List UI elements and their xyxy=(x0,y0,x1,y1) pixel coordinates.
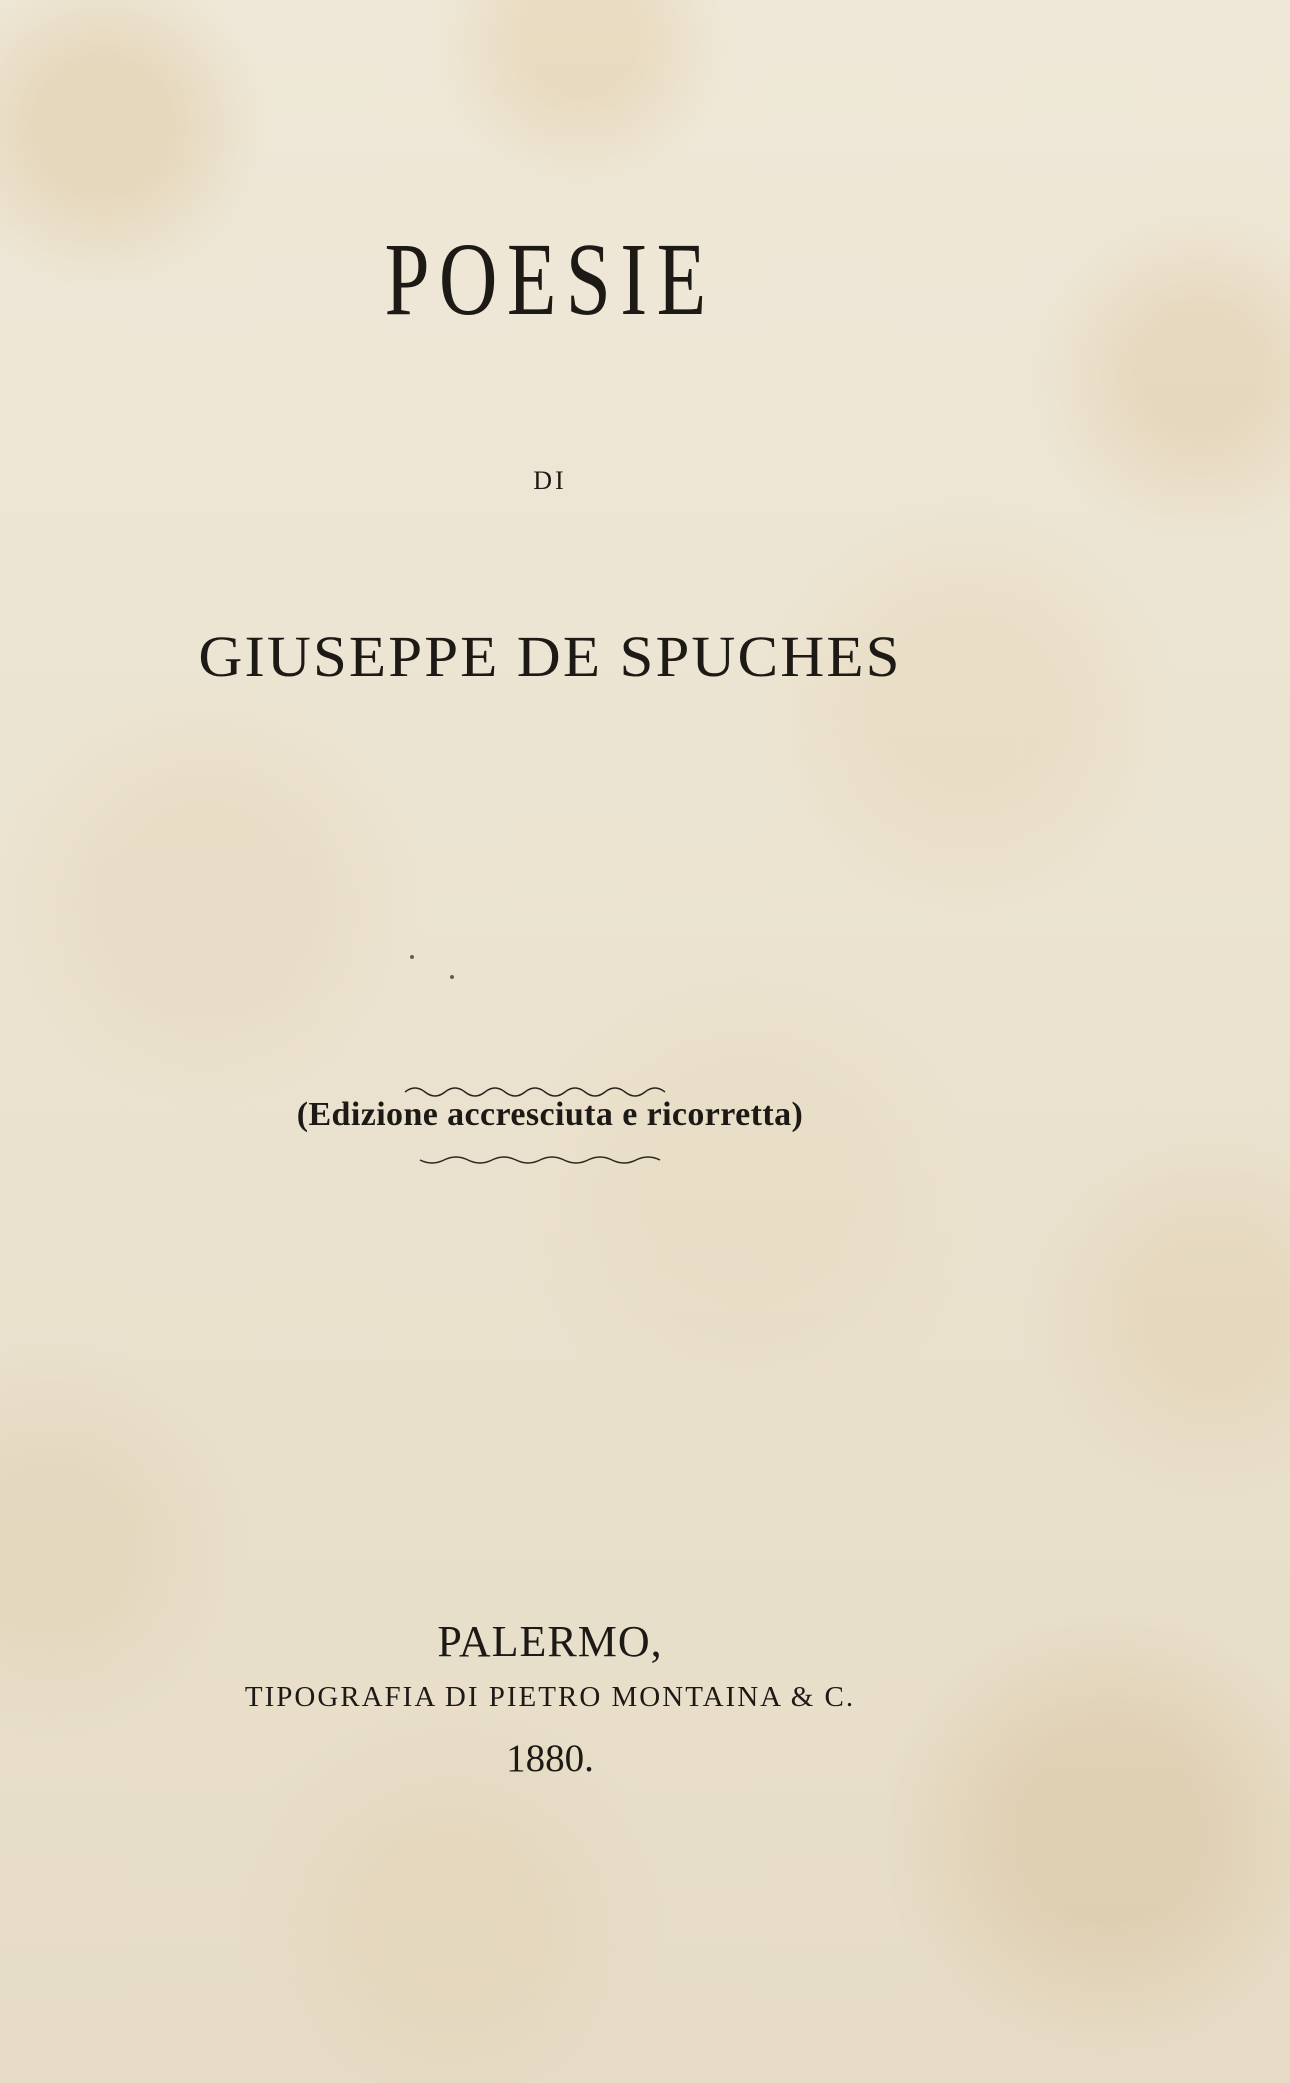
publication-year: 1880. xyxy=(506,1737,594,1780)
book-title: POESIE xyxy=(384,222,716,337)
ink-dot xyxy=(410,955,414,959)
lower-wavy-rule xyxy=(420,1150,665,1170)
author-preposition: DI xyxy=(533,466,567,495)
publication-city: PALERMO, xyxy=(437,1617,663,1666)
ink-dot xyxy=(450,975,454,979)
publisher-name: TIPOGRAFIA DI PIETRO MONTAINA & C. xyxy=(244,1681,856,1713)
edition-note: (Edizione accresciuta e ricorretta) xyxy=(296,1096,804,1133)
author-name: GIUSEPPE DE SPUCHES xyxy=(198,624,902,689)
